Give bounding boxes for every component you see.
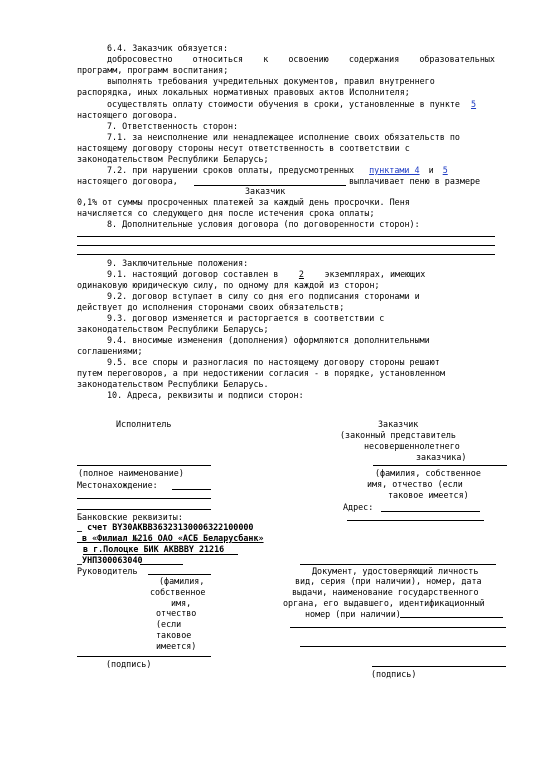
customer-subtitle-1: (законный представитель <box>340 430 456 440</box>
section-9-1-line1 <box>107 269 425 280</box>
section-9-1-line2: одинаковую юридическую силу, по одному для каждой из сторон; <box>77 280 380 290</box>
section-9-2-line1: 9.2. договор вступает в силу со дня его подписания сторонами и <box>107 291 420 301</box>
location-line-2 <box>77 498 211 499</box>
address-line <box>381 511 480 512</box>
executor-name-line <box>77 465 211 466</box>
conjunction: и <box>428 165 434 175</box>
customer-caption: Заказчик <box>245 186 286 196</box>
unp-line <box>140 564 183 565</box>
head-caption-3: имя, <box>171 598 192 608</box>
head-caption-7: имеется) <box>156 641 197 651</box>
word: содержания <box>348 54 400 64</box>
executor-signature-caption: (подпись) <box>106 659 152 669</box>
blank-line <box>77 236 495 237</box>
payment-text: осуществлять оплату стоимости обучения в сроки, установленные в пункте <box>107 99 460 109</box>
section-6-4-line4: распорядка, иных локальных нормативных правовых актов Исполнителя; <box>77 87 410 97</box>
bank-account: _ счет BY30AKBB36323130006322100000 <box>77 522 254 532</box>
document-caption-4: органа, его выдавшего, идентификационный <box>283 598 485 608</box>
head-label: Руководитель <box>77 566 138 576</box>
section-6-4-line5 <box>107 99 476 110</box>
copies-text-end: экземплярах, имеющих <box>324 269 426 279</box>
executor-line <box>77 509 211 510</box>
section-9-heading: 9. Заключительные положения: <box>107 258 249 268</box>
document-caption-2: вид, серия (при наличии), номер, дата <box>295 576 482 586</box>
link-clause-5[interactable]: 5 <box>442 165 448 175</box>
word: к <box>263 54 269 64</box>
section-9-5-line3: законодательством Республики Беларусь. <box>77 379 269 389</box>
customer-subtitle-2: несовершеннолетнего <box>364 441 460 451</box>
document-caption-5: номер (при наличии) <box>305 609 401 619</box>
customer-subtitle-3: заказчика) <box>416 452 467 462</box>
fio-caption-1: (фамилия, собственное <box>375 468 481 478</box>
section-7-1-line1: 7.1. за неисполнение или ненадлежащее исполнение своих обязательств по <box>107 132 460 142</box>
bank-branch: _в «Филиал №216 ОАО «АСБ Беларусбанк» <box>77 533 264 543</box>
penalty-text: 7.2. при нарушении сроков оплаты, предусмотренных <box>107 165 355 175</box>
word: добросовестно <box>107 54 173 64</box>
section-7-heading: 7. Ответственность сторон: <box>107 121 239 131</box>
head-caption-1: (фамилия, <box>159 576 205 586</box>
section-9-2-line2: действует до исполнения сторонами своих обязательств; <box>77 302 345 312</box>
copies-count: 2 <box>298 269 304 279</box>
customer-signature-caption: (подпись) <box>371 669 417 679</box>
section-8-heading: 8. Дополнительные условия договора (по договоренности сторон): <box>107 219 420 229</box>
section-6-4-line1 <box>107 54 495 65</box>
customer-signature-line <box>372 666 506 667</box>
section-7-2-line2: настоящего договора, <box>77 176 178 186</box>
section-10-heading: 10. Адреса, реквизиты и подписи сторон: <box>107 390 304 400</box>
document-line-3 <box>300 646 506 647</box>
head-caption-5: (если <box>156 619 182 629</box>
section-6-4-line2: программ, программ воспитания; <box>77 65 229 75</box>
blank-line <box>77 245 495 246</box>
head-caption-6: таковое <box>156 630 192 640</box>
fio-caption-3: таковое имеется) <box>388 490 469 500</box>
head-caption-2: собственное <box>150 587 206 597</box>
section-9-4-line2: соглашениями; <box>77 346 143 356</box>
location-label: Местонахождение: <box>77 480 158 490</box>
address-line-2 <box>347 520 484 521</box>
fio-caption-2: имя, отчество (если <box>367 479 463 489</box>
copies-text: 9.1. настоящий договор составлен в <box>107 269 279 279</box>
head-caption-4: отчество <box>156 608 197 618</box>
section-7-1-line3: законодательством Республики Беларусь; <box>77 154 269 164</box>
blank-line <box>77 254 495 255</box>
section-7-1-line2: настоящему договору стороны несут ответственность в соответствии с <box>77 143 410 153</box>
section-9-4-line1: 9.4. вносимые изменения (дополнения) оформляются дополнительными <box>107 335 430 345</box>
section-9-5-line1: 9.5. все споры и разногласия по настоящему договору стороны решают <box>107 357 440 367</box>
address-label: Адрес: <box>343 502 374 512</box>
link-clause-4[interactable]: пунктами 4 <box>369 165 420 175</box>
section-7-2-line3: 0,1% от суммы просроченных платежей за каждый день просрочки. Пеня <box>77 197 410 207</box>
full-name-caption: (полное наименование) <box>78 468 184 478</box>
customer-title: Заказчик <box>378 419 419 429</box>
document-line <box>300 564 496 565</box>
head-line <box>148 574 211 575</box>
section-6-4-line3: выполнять требования учредительных документов, правил внутреннего <box>107 76 435 86</box>
section-7-2-line4: начисляется со следующего дня после истечения срока оплаты; <box>77 208 375 218</box>
bank-details-label: Банковские реквизиты: <box>77 512 183 522</box>
executor-signature-line <box>77 656 211 657</box>
document-number-line <box>400 617 503 618</box>
word: относиться <box>192 54 244 64</box>
section-9-3-line2: законодательством Республики Беларусь; <box>77 324 269 334</box>
bank-city: в г.Полоцке БИК AKBBBY 21216 <box>83 544 225 554</box>
section-9-3-line1: 9.3. договор изменяется и расторгается в соответствии с <box>107 313 385 323</box>
section-7-2-line2-end: выплачивает пеню в размере <box>349 176 481 186</box>
document-caption-1: Документ, удостоверяющий личность <box>312 566 479 576</box>
word: образовательных <box>419 54 495 64</box>
word: освоению <box>288 54 329 64</box>
section-6-4-heading: 6.4. Заказчик обязуется: <box>107 43 229 53</box>
location-line <box>172 489 211 490</box>
section-6-4-line6: настоящего договора. <box>77 110 178 120</box>
document-caption-3: выдачи, наименование государственного <box>292 587 479 597</box>
section-7-2-line1 <box>107 165 448 176</box>
customer-name-line <box>373 465 507 466</box>
executor-title: Исполнитель <box>116 419 172 429</box>
section-9-5-line2: путем переговоров, а при недостижении согласия - в порядке, установленном <box>77 368 446 378</box>
document-line-2 <box>290 627 506 628</box>
unp-number: _УНП300063040_ <box>77 555 148 565</box>
link-clause-5[interactable]: 5 <box>471 99 477 109</box>
